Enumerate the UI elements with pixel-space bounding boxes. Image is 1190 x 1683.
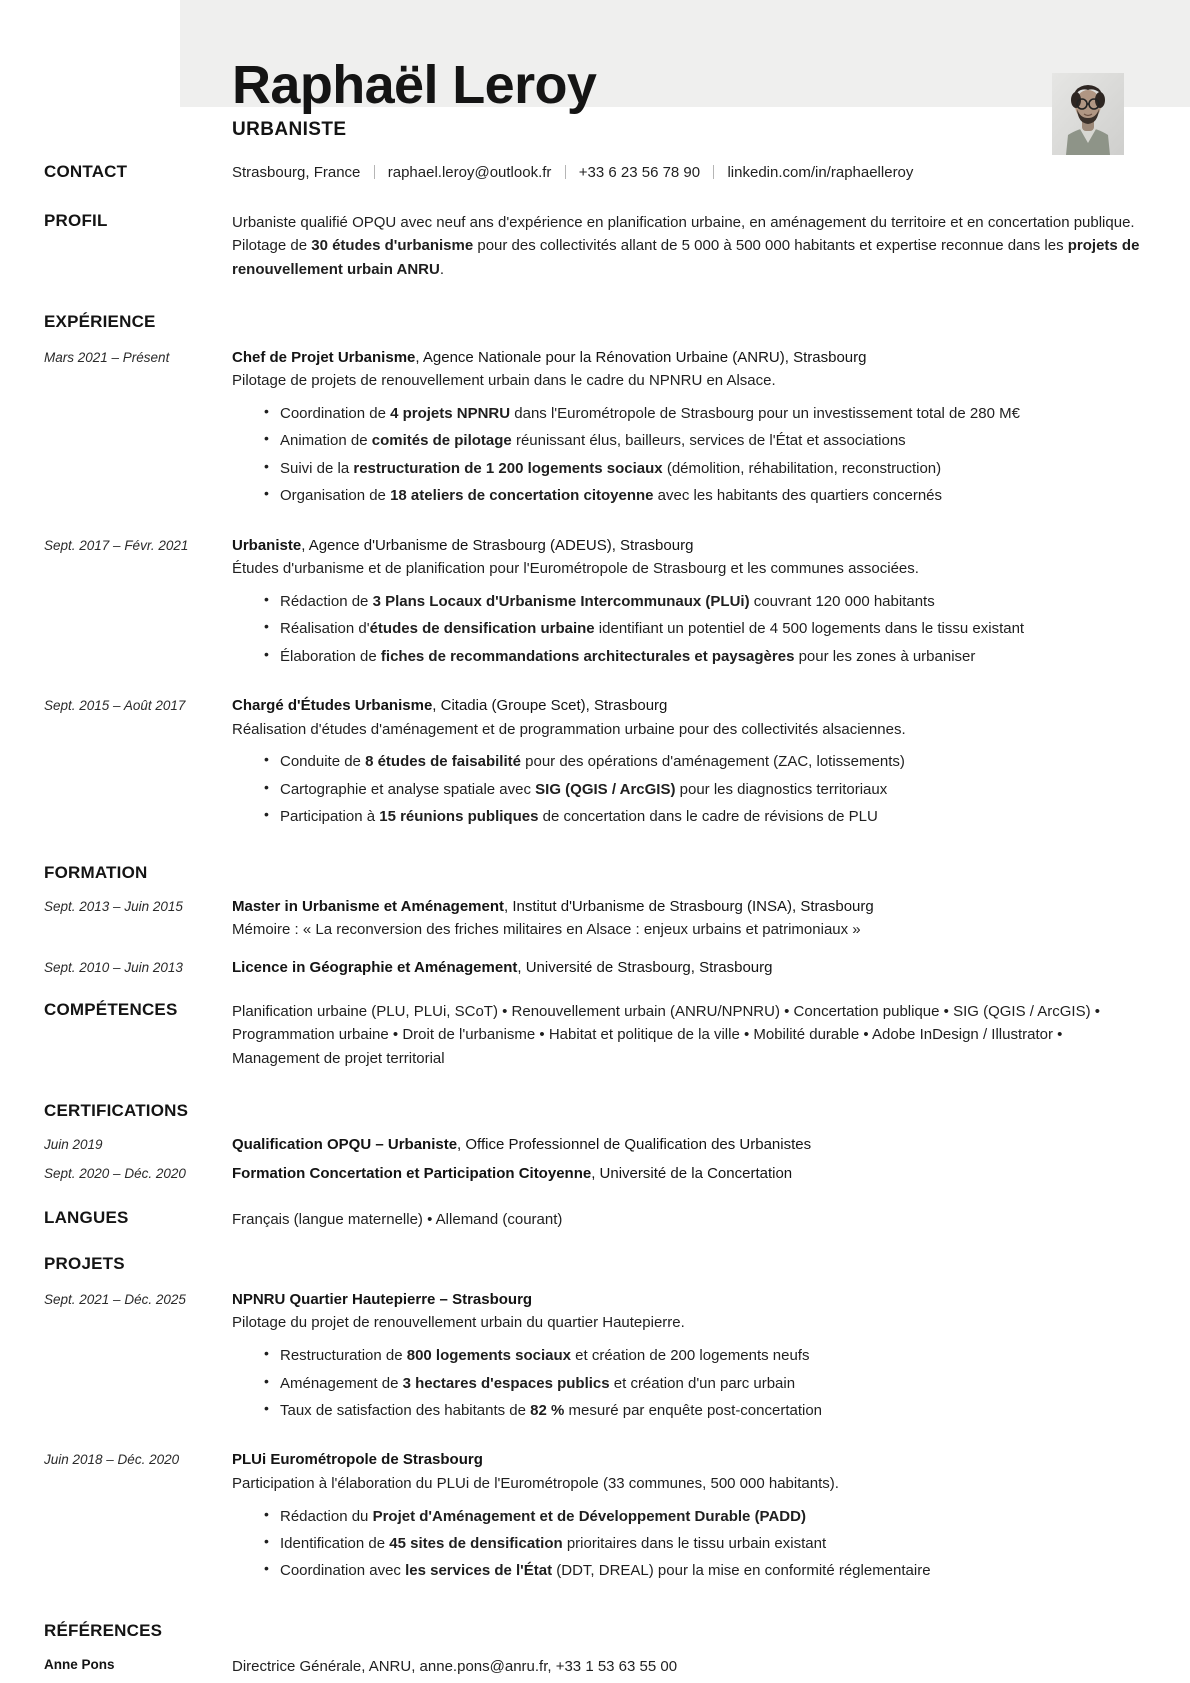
profil-paragraph: Urbaniste qualifié OPQU avec neuf ans d'expérience en planification urbaine, en aménagement du territoire et en concertation publique. Pilotage de 30 études d'urbanisme pour des collectivités allant de 5 000 à 500 000 habitants et expertise reconnue dans les projets de renouvellement urbain ANRU. — [232, 213, 1140, 278]
section-title-formation: FORMATION — [44, 862, 148, 882]
entry-bullet-list — [232, 590, 1146, 668]
entry-date: Sept. 2015 – Août 2017 — [44, 698, 186, 714]
section-title-experience: EXPÉRIENCE — [44, 311, 156, 331]
spacer — [0, 672, 1190, 694]
contact-details — [232, 162, 1146, 185]
entry-date: Sept. 2013 – Juin 2015 — [44, 898, 183, 914]
section-profil — [0, 211, 1190, 282]
contact-phone[interactable]: +33 6 23 56 78 90 — [578, 164, 701, 181]
section-title-langues: LANGUES — [44, 1208, 129, 1228]
section-competences — [0, 1000, 1190, 1071]
contact-separator — [565, 165, 566, 179]
competences-label-col — [44, 1000, 232, 1020]
competences-content — [232, 1000, 1146, 1071]
entry-title: PLUi Eurométropole de Strasbourg — [232, 1451, 483, 1469]
avatar — [1052, 73, 1124, 155]
profil-section-label-col — [44, 211, 232, 231]
name-block — [232, 55, 597, 141]
section-header-certifications — [0, 1101, 1190, 1121]
entry-row — [0, 956, 1190, 980]
page-title: Raphaël Leroy — [232, 55, 597, 115]
spacer — [0, 942, 1190, 956]
profil-text — [232, 211, 1146, 282]
section-title-profil: PROFIL — [44, 210, 108, 230]
references-entry-list — [0, 1655, 1190, 1679]
entry-date-col — [44, 1288, 232, 1310]
entry-content — [232, 1162, 1146, 1186]
entry-title: Formation Concertation et Participation Citoyenne, Université de la Concertation — [232, 1165, 793, 1183]
section-title-certifications: CERTIFICATIONS — [44, 1100, 189, 1120]
langues-content — [232, 1208, 1146, 1232]
langues-label-col — [44, 1208, 232, 1228]
competences-text: Planification urbaine (PLU, PLUi, SCoT) • Renouvellement urbain (ANRU/NPNRU) • Concertation publique • SIG (QGIS / ArcGIS) • Programmation urbaine • Droit de l'urbanisme • Habitat et politique de la ville • Mobilité durable • Adobe InDesign / Illustrator • Management de projet territorial — [232, 1002, 1101, 1068]
entry-date: Juin 2019 — [44, 1136, 103, 1152]
resume-header — [0, 0, 1190, 160]
entry-row — [0, 1162, 1190, 1186]
resume-body — [0, 162, 1190, 1679]
entry-summary: Réalisation d'études d'aménagement et de programmation urbaine pour des collectivités alsaciennes. — [232, 720, 906, 738]
references-label-col — [44, 1621, 232, 1641]
entry-date: Juin 2018 – Déc. 2020 — [44, 1452, 180, 1468]
entry-bullet-list — [232, 402, 1146, 508]
list-item: • Réalisation d'études de densification urbaine identifiant un potentiel de 4 500 logements dans le tissu existant — [264, 617, 1146, 640]
list-item: • Coordination avec les services de l'État (DDT, DREAL) pour la mise en conformité réglementaire — [264, 1559, 1146, 1582]
entry-bullet-list — [232, 1344, 1146, 1422]
list-item: • Rédaction du Projet d'Aménagement et de Développement Durable (PADD) — [264, 1505, 1146, 1528]
entry-content — [232, 1133, 1146, 1157]
entry-row — [0, 534, 1190, 673]
entry-bullet-list — [232, 1505, 1146, 1583]
section-header-formation — [0, 863, 1190, 883]
contact-separator — [713, 165, 714, 179]
entry-content — [232, 1288, 1146, 1427]
entry-row — [0, 346, 1190, 512]
contact-email[interactable]: raphael.leroy@outlook.fr — [387, 164, 552, 181]
list-item: • Élaboration de fiches de recommandations architecturales et paysagères pour les zones à urbaniser — [264, 645, 1146, 668]
entry-date: Sept. 2010 – Juin 2013 — [44, 959, 183, 975]
reference-name: Anne Pons — [44, 1656, 115, 1672]
entry-title: Chargé d'Études Urbanisme, Citadia (Groupe Scet), Strasbourg — [232, 697, 668, 715]
entry-date-col — [44, 346, 232, 368]
list-item: • Identification de 45 sites de densification prioritaires dans le tissu urbain existant — [264, 1532, 1146, 1555]
contact-section-label-col — [44, 162, 232, 182]
entry-date-col — [44, 694, 232, 716]
certifications-entry-list — [0, 1133, 1190, 1186]
entry-bullet-list — [232, 750, 1146, 828]
entry-content — [232, 694, 1146, 833]
entry-date-col — [44, 1448, 232, 1470]
entry-date-col — [44, 956, 232, 978]
entry-summary: Mémoire : « La reconversion des friches militaires en Alsace : enjeux urbains et patrimoniaux » — [232, 921, 861, 939]
contact-location: Strasbourg, France — [232, 164, 361, 181]
list-item: • Cartographie et analyse spatiale avec SIG (QGIS / ArcGIS) pour les diagnostics territoriaux — [264, 778, 1146, 801]
spacer — [0, 512, 1190, 534]
list-item: • Conduite de 8 études de faisabilité pour des opérations d'aménagement (ZAC, lotissements) — [264, 750, 1146, 773]
langues-text: Français (langue maternelle) • Allemand (courant) — [232, 1211, 563, 1229]
entry-content — [232, 346, 1146, 512]
entry-title: Qualification OPQU – Urbaniste, Office Professionnel de Qualification des Urbanistes — [232, 1135, 812, 1153]
list-item: • Restructuration de 800 logements sociaux et création de 200 logements neufs — [264, 1344, 1146, 1367]
spacer — [0, 1426, 1190, 1448]
entry-content — [232, 534, 1146, 673]
entry-date: Mars 2021 – Présent — [44, 349, 170, 365]
entry-title: NPNRU Quartier Hautepierre – Strasbourg — [232, 1290, 533, 1308]
entry-content — [232, 895, 1146, 942]
section-title-contact: CONTACT — [44, 162, 128, 181]
job-title: URBANISTE — [232, 119, 347, 140]
section-title-competences: COMPÉTENCES — [44, 999, 178, 1019]
entry-row — [0, 694, 1190, 833]
experience-entry-list — [0, 346, 1190, 833]
entry-date: Sept. 2021 – Déc. 2025 — [44, 1291, 186, 1307]
entry-date-col — [44, 895, 232, 917]
reference-detail-col — [232, 1655, 1146, 1679]
reference-name-col — [44, 1655, 232, 1672]
section-header-experience — [0, 312, 1190, 332]
section-contact — [0, 162, 1190, 185]
list-item: • Coordination de 4 projets NPNRU dans l'Eurométropole de Strasbourg pour un investissement total de 280 M€ — [264, 402, 1146, 425]
entry-row — [0, 895, 1190, 942]
certifications-label-col — [44, 1101, 232, 1121]
list-item: • Taux de satisfaction des habitants de 82 % mesuré par enquête post-concertation — [264, 1399, 1146, 1422]
projets-label-col — [44, 1254, 232, 1274]
section-title-references: RÉFÉRENCES — [44, 1620, 163, 1640]
list-item: • Rédaction de 3 Plans Locaux d'Urbanisme Intercommunaux (PLUi) couvrant 120 000 habitants — [264, 590, 1146, 613]
section-header-projets — [0, 1254, 1190, 1274]
formation-entry-list — [0, 895, 1190, 980]
reference-row — [0, 1655, 1190, 1679]
list-item: • Organisation de 18 ateliers de concertation citoyenne avec les habitants des quartiers concernés — [264, 484, 1146, 507]
section-header-references — [0, 1621, 1190, 1641]
list-item: • Animation de comités de pilotage réunissant élus, bailleurs, services de l'État et associations — [264, 429, 1146, 452]
entry-content — [232, 1448, 1146, 1587]
portrait-photo-icon — [1052, 73, 1124, 155]
entry-content — [232, 956, 1146, 980]
entry-summary: Pilotage de projets de renouvellement urbain dans le cadre du NPNRU en Alsace. — [232, 372, 776, 390]
contact-separator — [374, 165, 375, 179]
entry-row — [0, 1448, 1190, 1587]
entry-date-col — [44, 1162, 232, 1184]
entry-title: Urbaniste, Agence d'Urbanisme de Strasbourg (ADEUS), Strasbourg — [232, 536, 694, 554]
entry-title: Master in Urbanisme et Aménagement, Institut d'Urbanisme de Strasbourg (INSA), Strasbourg — [232, 897, 874, 915]
list-item: • Participation à 15 réunions publiques de concertation dans le cadre de révisions de PLU — [264, 805, 1146, 828]
formation-label-col — [44, 863, 232, 883]
entry-summary: Études d'urbanisme et de planification pour l'Eurométropole de Strasbourg et les communes associées. — [232, 560, 919, 578]
entry-title: Chef de Projet Urbanisme, Agence Nationale pour la Rénovation Urbaine (ANRU), Strasbourg — [232, 348, 867, 366]
entry-summary: Pilotage du projet de renouvellement urbain du quartier Hautepierre. — [232, 1314, 685, 1332]
entry-date-col — [44, 534, 232, 556]
entry-date: Sept. 2017 – Févr. 2021 — [44, 537, 189, 553]
entry-row — [0, 1133, 1190, 1157]
entry-title: Licence in Géographie et Aménagement, Université de Strasbourg, Strasbourg — [232, 958, 773, 976]
projets-entry-list — [0, 1288, 1190, 1587]
entry-date-col — [44, 1133, 232, 1155]
list-item: • Aménagement de 3 hectares d'espaces publics et création d'un parc urbain — [264, 1372, 1146, 1395]
entry-row — [0, 1288, 1190, 1427]
section-langues — [0, 1208, 1190, 1232]
list-item: • Suivi de la restructuration de 1 200 logements sociaux (démolition, réhabilitation, reconstruction) — [264, 457, 1146, 480]
experience-label-col — [44, 312, 232, 332]
contact-linkedin[interactable]: linkedin.com/in/raphaelleroy — [727, 164, 914, 181]
entry-summary: Participation à l'élaboration du PLUi de l'Eurométropole (33 communes, 500 000 habitants). — [232, 1475, 839, 1493]
entry-date: Sept. 2020 – Déc. 2020 — [44, 1166, 186, 1182]
section-title-projets: PROJETS — [44, 1253, 125, 1273]
reference-detail: Directrice Générale, ANRU, anne.pons@anru.fr, +33 1 53 63 55 00 — [232, 1657, 678, 1675]
